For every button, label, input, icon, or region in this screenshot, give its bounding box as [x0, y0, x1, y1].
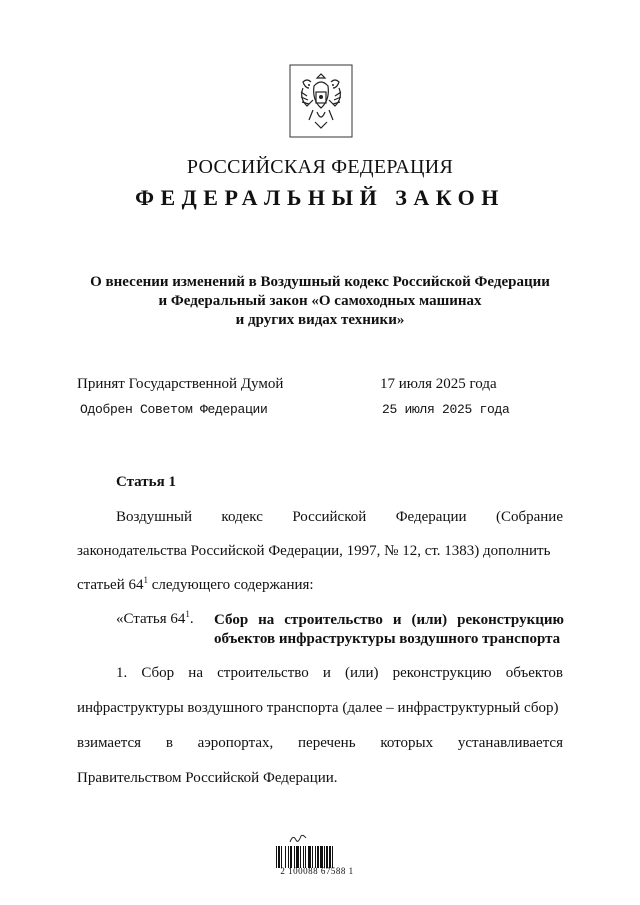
article-intro-line — [77, 577, 563, 594]
word: (или) — [411, 612, 448, 628]
new-article-title-line — [214, 611, 564, 630]
duma-adoption-date: 17 июля 2025 года — [380, 376, 497, 392]
article-heading: Статья 1 — [116, 474, 176, 490]
word: реконструкцию — [457, 612, 564, 628]
barcode-number: 2 100088 67588 1 — [280, 866, 354, 876]
word: на — [258, 612, 275, 628]
word: в — [165, 735, 173, 751]
barcode-bar — [278, 846, 280, 868]
word: Воздушный — [116, 509, 192, 525]
barcode-bar — [290, 846, 292, 868]
text: следующего содержания: — [148, 577, 314, 593]
word: и — [392, 612, 402, 628]
word: Сбор — [214, 612, 249, 628]
word: реконструкцию — [392, 665, 492, 681]
word: аэропортах, — [197, 735, 274, 751]
council-approval-date: 25 июля 2025 года — [382, 402, 510, 417]
superscript: 1 — [185, 609, 190, 619]
word: 1. — [116, 665, 128, 681]
law-title-line: и других видах техники» — [235, 312, 405, 328]
word: строительство — [284, 612, 383, 628]
word: Сбор — [141, 665, 175, 681]
word: взимается — [77, 735, 142, 751]
word: Федерации — [395, 509, 467, 525]
barcode-bar — [332, 846, 333, 868]
barcode-bar — [312, 846, 313, 868]
word: (или) — [345, 665, 379, 681]
barcode-bar — [329, 846, 331, 868]
coat-of-arms-icon — [289, 64, 353, 138]
handwritten-mark — [288, 832, 308, 846]
barcode — [276, 846, 360, 868]
law-title — [60, 273, 580, 330]
law-title-line: О внесении изменений в Воздушный кодекс Российской Федерации — [90, 274, 550, 290]
new-article-title — [214, 611, 564, 649]
new-article-label — [116, 611, 194, 628]
barcode-bar — [281, 846, 282, 868]
document-type: ФЕДЕРАЛЬНЫЙ ЗАКОН — [135, 185, 505, 210]
text: . — [189, 611, 194, 627]
word: устанавливается — [457, 735, 563, 751]
superscript: 1 — [143, 575, 148, 585]
barcode-bar — [303, 846, 304, 868]
word: Российской — [292, 509, 367, 525]
word: и — [322, 665, 331, 681]
word: кодекс — [221, 509, 263, 525]
barcode-bar — [320, 846, 323, 868]
paragraph-line — [77, 665, 563, 682]
barcode-bar — [276, 846, 277, 868]
law-title-line: и Федеральный закон «О самоходных машинах — [158, 293, 482, 309]
barcode-bar — [300, 846, 301, 868]
word: строительство — [217, 665, 309, 681]
barcode-bar — [324, 846, 325, 868]
duma-adoption-label: Принят Государственной Думой — [77, 376, 284, 392]
article-intro-line: законодательства Российской Федерации, 1997, № 12, ст. 1383) дополнить — [77, 543, 551, 559]
text: статьей 64 — [77, 577, 144, 593]
barcode-bar — [326, 846, 328, 868]
barcode-bar — [294, 846, 295, 868]
barcode-bar — [296, 846, 299, 868]
country-name: РОССИЙСКАЯ ФЕДЕРАЦИЯ — [186, 156, 454, 178]
word: перечень — [298, 735, 356, 751]
barcode-bar — [285, 846, 286, 868]
paragraph-line: инфраструктуры воздушного транспорта (далее – инфраструктурный сбор) — [77, 700, 559, 716]
paragraph-line — [77, 735, 563, 752]
barcode-bar — [288, 846, 289, 868]
word: (Собрание — [495, 509, 563, 525]
paragraph-line: Правительством Российской Федерации. — [77, 770, 338, 786]
word: на — [188, 665, 203, 681]
new-article-title-line: объектов инфраструктуры воздушного транспорта — [214, 631, 561, 647]
word: которых — [380, 735, 434, 751]
article-intro-line — [77, 509, 563, 526]
barcode-bar — [308, 846, 311, 868]
barcode-bar — [305, 846, 306, 868]
word: объектов — [505, 665, 563, 681]
barcode-bar — [315, 846, 316, 868]
council-approval-label: Одобрен Советом Федерации — [80, 402, 268, 417]
barcode-bar — [317, 846, 319, 868]
text: «Статья 64 — [116, 611, 186, 627]
